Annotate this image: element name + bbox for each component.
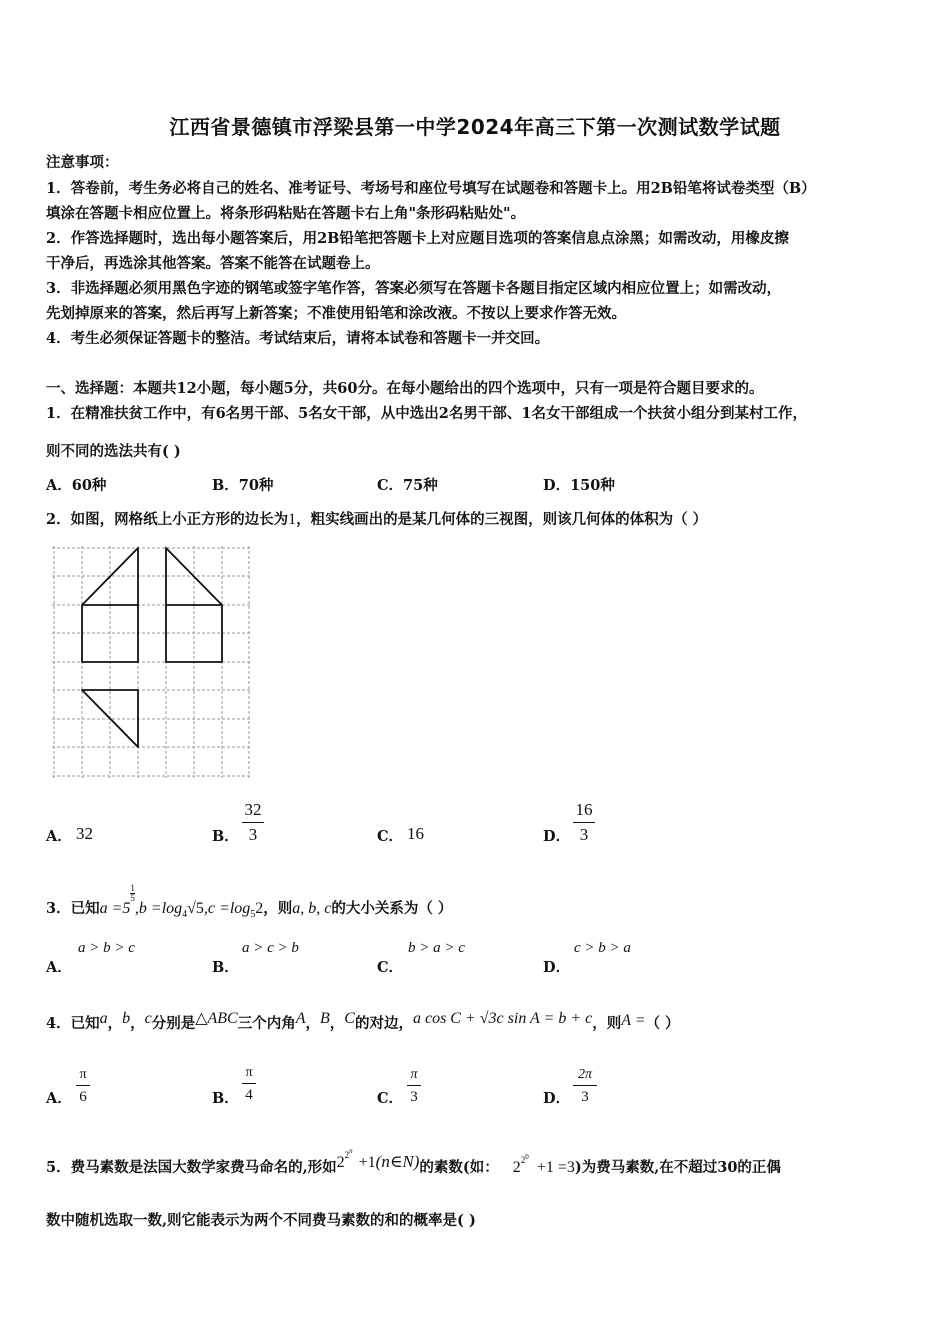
q4-mid-1: 分别是 <box>151 1015 196 1032</box>
q5-exponent: 2 <box>344 1150 350 1160</box>
q4-angle-c: C <box>344 1010 355 1027</box>
q2-option-d-numerator: 16 <box>575 800 593 819</box>
q5-stem-mid: 的素数(如： <box>419 1159 499 1176</box>
q3-option-a-label: A． <box>46 959 72 976</box>
q3-option-d-value: c > b > a <box>574 940 631 956</box>
q3-option-b-label: B． <box>212 959 239 976</box>
q3-vars: a, b, c <box>292 900 332 917</box>
q5-stem-line-2: 数中随机选取一数,则它能表示为两个不同费马素数的和的概率是( ) <box>46 1212 476 1229</box>
q5-base: 2 <box>336 1154 345 1171</box>
q4-option-b-label: B． <box>212 1090 239 1107</box>
q3-expr-b: ,b =log <box>134 900 183 917</box>
q3-exponent <box>130 884 135 903</box>
q1-option-c: C．75种 <box>377 477 438 494</box>
q2-option-d-fraction <box>573 800 595 845</box>
q2-stem-pre: 2．如图，网格纸上小正方形的边长为 <box>46 511 289 528</box>
q4-mid-2: 三个内角 <box>237 1015 296 1032</box>
q1-option-b: B．70种 <box>212 477 274 494</box>
q4-option-b-denominator: 4 <box>245 1087 253 1103</box>
q3-exponent-num: 1 <box>130 883 135 893</box>
q3-option-a-value: a > b > c <box>78 940 135 956</box>
q2-option-a-label: A． <box>46 828 72 845</box>
notice-line-4: 干净后，再选涂其他答案。答案不能答在试题卷上。 <box>46 255 380 272</box>
q4-option-c-fraction <box>407 1066 421 1106</box>
q2-option-b-fraction <box>242 800 264 845</box>
notice-line-6: 先划掉原来的答案，然后再写上新答案；不准使用铅笔和涂改液。不按以上要求作答无效。 <box>46 305 626 322</box>
q4-angle-b: B <box>320 1010 330 1027</box>
q3-expr-a: a =5 <box>99 900 131 917</box>
notice-line-2: 填涂在答题卡相应位置上。将条形码粘贴在答题卡右上角"条形码粘贴处"。 <box>46 205 526 222</box>
q5-example-exponent-zero: 0 <box>525 1153 529 1161</box>
q5-example-rest: +1 =3 <box>536 1159 575 1176</box>
q5-example-base: 2 <box>512 1159 521 1176</box>
q4-answer-var: A = <box>621 1012 646 1029</box>
exam-title: 江西省景德镇市浮梁县第一中学2024年高三下第一次测试数学试题 <box>169 115 781 139</box>
q4-stem-post: （ ） <box>645 1015 680 1032</box>
q3-comma: ，则 <box>263 900 293 917</box>
q4-mid-4: ，则 <box>592 1015 622 1032</box>
fraction-bar <box>573 822 595 823</box>
q2-option-a-value: 32 <box>76 824 93 843</box>
q4-side-b: b <box>122 1010 131 1027</box>
fraction-bar <box>573 1085 597 1086</box>
q2-option-b-numerator: 32 <box>244 800 262 819</box>
q3-stem <box>46 883 453 920</box>
q3-two: 2 <box>255 900 264 917</box>
q4-mid-3: 的对边， <box>354 1015 413 1032</box>
q2-option-d-denominator: 3 <box>579 825 589 844</box>
q3-log-base-5: 5 <box>250 908 256 920</box>
q3-root-five: √5 <box>187 900 204 917</box>
q3-stem-pre: 3．已知 <box>46 900 100 917</box>
q4-triangle: △ABC <box>195 1010 238 1027</box>
q4-option-c-numerator: π <box>410 1067 418 1082</box>
q3-option-c-label: C． <box>377 959 404 976</box>
q4-sep-3: ， <box>305 1015 321 1032</box>
q1-line-1: 1．在精准扶贫工作中，有6名男干部、5名女干部，从中选出2名男干部、1名女干部组成一个扶贫小组分到某村工作， <box>46 405 807 422</box>
q1-option-d: D．150种 <box>543 477 615 494</box>
three-view-figure <box>52 546 256 780</box>
q4-option-d-numerator: 2π <box>577 1067 592 1082</box>
q4-option-d-label: D． <box>543 1090 571 1107</box>
q4-option-d-fraction <box>573 1066 597 1106</box>
q3-expr-c: ,c =log <box>203 900 251 917</box>
fraction-bar <box>242 822 264 823</box>
notice-heading: 注意事项： <box>46 154 119 171</box>
q2-options <box>46 800 846 850</box>
q2-option-c-value: 16 <box>407 824 424 843</box>
fraction-bar <box>407 1085 421 1086</box>
q4-side-a: a <box>99 1010 108 1027</box>
q1-line-2: 则不同的选法共有( ) <box>46 443 181 460</box>
q5-condition: (n∈N) <box>375 1152 420 1171</box>
q4-options <box>46 1064 846 1110</box>
q2-stem <box>46 508 707 529</box>
q1-option-a: A．60种 <box>46 477 107 494</box>
q5-stem-line-1 <box>46 1147 781 1177</box>
q2-option-d-label: D． <box>543 828 571 845</box>
q4-option-c-label: C． <box>377 1090 404 1107</box>
q2-stem-post: ，粗实线画出的是某几何体的三视图，则该几何体的体积为（ ） <box>296 511 708 528</box>
notice-line-5: 3．非选择题必须用黑色字迹的钢笔或签字笔作答，答案必须写在答题卡各题目指定区域内相应位置上；如需改动， <box>46 280 782 297</box>
q4-stem-pre: 4．已知 <box>46 1015 100 1032</box>
notice-line-1: 1．答卷前，考生务必将自己的姓名、准考证号、考场号和座位号填写在试题卷和答题卡上。用2B铅笔将试卷类型（B） <box>46 180 816 197</box>
q4-option-a-numerator: π <box>79 1067 87 1082</box>
q5-plus-one: +1 <box>358 1154 376 1171</box>
q3-options <box>46 940 846 976</box>
q4-option-a-denominator: 6 <box>79 1089 87 1105</box>
fraction-bar <box>242 1083 256 1084</box>
q3-stem-post: 的大小关系为（ ） <box>331 900 453 917</box>
q3-option-b-value: a > c > b <box>242 940 299 956</box>
q4-angle-a: A <box>295 1010 306 1027</box>
q2-option-b-denominator: 3 <box>248 825 258 844</box>
notice-line-3: 2．作答选择题时，选出每小题答案后，用2B铅笔把答题卡上对应题目选项的答案信息点涂黑；如需改动，用橡皮擦 <box>46 230 789 247</box>
q3-log-base-4: 4 <box>182 908 188 920</box>
q4-option-a-label: A． <box>46 1090 72 1107</box>
q3-exponent-den: 5 <box>130 893 135 903</box>
q4-sep-2: ， <box>130 1015 145 1032</box>
q4-option-c-denominator: 3 <box>410 1089 418 1105</box>
notice-line-7: 4．考生必须保证答题卡的整洁。考试结束后，请将本试卷和答题卡一并交回。 <box>46 330 550 347</box>
q4-option-b-fraction <box>242 1064 256 1104</box>
q5-stem-post: )为费马素数,在不超过30的正偶 <box>574 1159 781 1176</box>
q4-sep-1: ， <box>107 1015 123 1032</box>
q4-sep-4: ， <box>329 1015 345 1032</box>
q4-side-c: c <box>144 1010 152 1027</box>
q2-option-c-label: C． <box>377 828 404 845</box>
q5-stem-pre: 5．费马素数是法国大数学家费马命名的,形如 <box>46 1159 337 1176</box>
q4-option-a-fraction <box>76 1066 90 1106</box>
q5-exponent-n: n <box>349 1147 353 1155</box>
q3-option-d-label: D． <box>543 959 571 976</box>
figure-solid-lines <box>82 548 222 747</box>
q4-option-d-denominator: 3 <box>581 1089 589 1105</box>
section-heading: 一、选择题：本题共12小题，每小题5分，共60分。在每小题给出的四个选项中，只有一项是符合题目要求的。 <box>46 380 764 397</box>
q4-option-b-numerator: π <box>245 1065 253 1080</box>
q2-option-b-label: B． <box>212 828 239 845</box>
fraction-bar <box>76 1085 90 1086</box>
q3-option-c-value: b > a > c <box>408 940 465 956</box>
q2-stem-number: 1 <box>288 511 297 528</box>
q4-stem <box>46 1012 680 1033</box>
q4-equation: a cos C + √3c sin A = b + c <box>412 1010 593 1027</box>
q5-example-exponent: 2 <box>520 1155 526 1165</box>
